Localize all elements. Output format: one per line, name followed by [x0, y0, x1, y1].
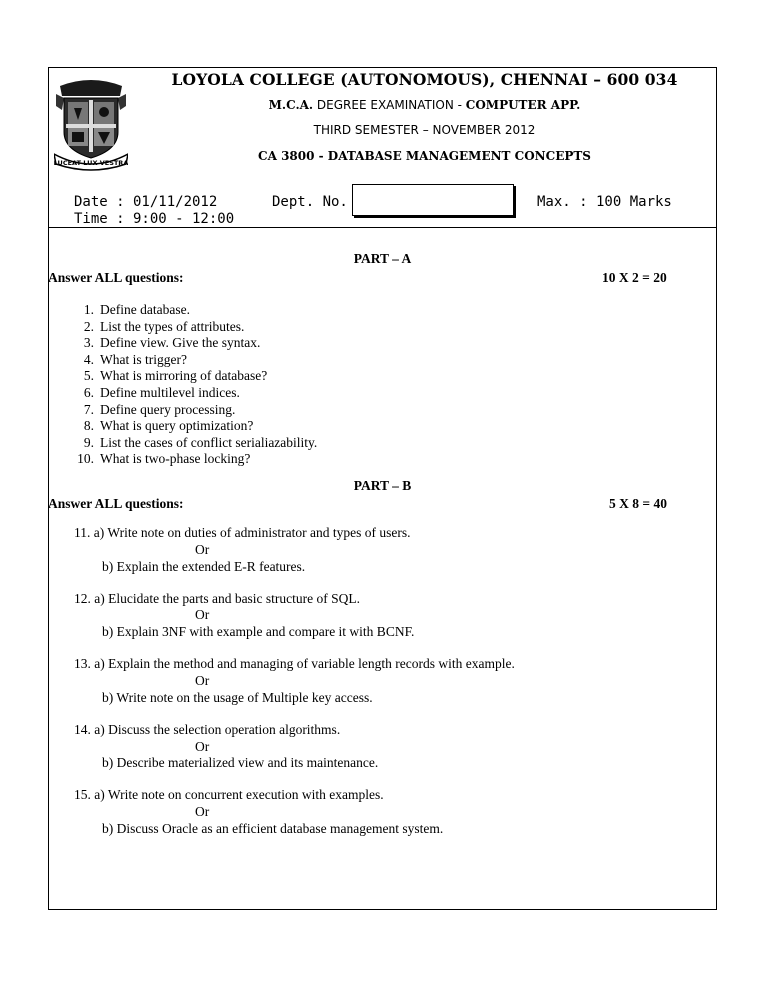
- question-number: 7.: [83, 401, 94, 417]
- question-option-b: b) Explain the extended E-R features.: [102, 558, 306, 574]
- part-b-title: PART – B: [353, 478, 412, 493]
- list-item: [74, 302, 317, 319]
- question-option-b: b) Explain 3NF with example and compare it with BCNF.: [102, 624, 415, 640]
- list-item: [74, 335, 317, 352]
- part-a-title: PART – A: [353, 251, 412, 266]
- question-text: What is query optimization?: [100, 418, 254, 434]
- question-number: 2.: [83, 318, 94, 334]
- degree-prefix: M.C.A.: [268, 98, 314, 112]
- question-text: What is mirroring of database?: [100, 368, 268, 384]
- question-number: 3.: [83, 335, 94, 351]
- question-number: 4.: [83, 351, 94, 367]
- list-item: [74, 787, 515, 837]
- question-number: 10.: [77, 451, 94, 467]
- dept-number-box[interactable]: [352, 184, 514, 216]
- question-option-b: b) Write note on the usage of Multiple key access.: [102, 689, 373, 705]
- question-number: 6.: [83, 384, 94, 400]
- semester-line: THIRD SEMESTER – NOVEMBER 2012: [313, 123, 536, 137]
- degree-line: [132, 98, 717, 112]
- question-option-a: 12. a) Elucidate the parts and basic structure of SQL.: [74, 590, 361, 606]
- question-text: List the types of attributes.: [100, 318, 245, 334]
- list-item: [74, 402, 317, 419]
- crest-motto: LUCEAT LUX VESTRA: [54, 159, 128, 167]
- list-item: [74, 722, 515, 772]
- list-item: [74, 591, 515, 641]
- exam-time: Time : 9:00 - 12:00: [74, 211, 235, 227]
- question-option-a: 11. a) Write note on duties of administrator and types of users.: [74, 525, 411, 540]
- question-text: Define query processing.: [100, 401, 236, 417]
- degree-middle: DEGREE EXAMINATION -: [313, 98, 466, 112]
- list-item: [74, 656, 515, 706]
- part-a-question-list: [74, 302, 317, 468]
- list-item: [74, 418, 317, 435]
- part-a-marks: 10 X 2 = 20: [602, 270, 667, 285]
- or-label: Or: [195, 672, 210, 688]
- question-number: 9.: [83, 434, 94, 450]
- question-text: Define database.: [100, 302, 190, 317]
- question-text: What is two-phase locking?: [100, 451, 251, 467]
- list-item: [74, 319, 317, 336]
- list-item: [74, 435, 317, 452]
- question-text: Define view. Give the syntax.: [100, 335, 261, 351]
- list-item: [74, 525, 515, 575]
- max-marks: Max. : 100 Marks: [537, 194, 672, 210]
- or-label: Or: [195, 607, 210, 623]
- college-crest-logo: [54, 76, 128, 172]
- degree-subject: COMPUTER APP.: [465, 98, 581, 112]
- question-option-a: 14. a) Discuss the selection operation algorithms.: [74, 721, 341, 737]
- course-title: CA 3800 - DATABASE MANAGEMENT CONCEPTS: [258, 149, 591, 163]
- part-b-marks: 5 X 8 = 40: [609, 496, 667, 511]
- question-option-a: 13. a) Explain the method and managing of variable length records with example.: [74, 656, 515, 672]
- part-a-instruction: Answer ALL questions:: [48, 270, 184, 285]
- question-option-a: 15. a) Write note on concurrent execution with examples.: [74, 787, 384, 803]
- part-b-question-list: [74, 525, 515, 853]
- or-label: Or: [195, 804, 210, 820]
- question-text: What is trigger?: [100, 351, 187, 367]
- question-text: Define multilevel indices.: [100, 384, 240, 400]
- exam-date: Date : 01/11/2012: [74, 194, 218, 210]
- or-label: Or: [195, 738, 210, 754]
- question-number: 8.: [83, 418, 94, 434]
- list-item: [74, 451, 317, 468]
- question-text: List the cases of conflict serialiazability.: [100, 434, 318, 450]
- or-label: Or: [195, 541, 210, 557]
- question-number: 1.: [83, 302, 94, 317]
- part-b-instruction: Answer ALL questions:: [48, 496, 184, 511]
- question-option-b: b) Discuss Oracle as an efficient database management system.: [102, 820, 444, 836]
- dept-label: Dept. No.: [272, 194, 348, 210]
- question-number: 5.: [83, 368, 94, 384]
- header-divider: [48, 227, 717, 228]
- list-item: [74, 352, 317, 369]
- college-name: LOYOLA COLLEGE (AUTONOMOUS), CHENNAI – 600 034: [171, 70, 678, 89]
- list-item: [74, 385, 317, 402]
- list-item: [74, 368, 317, 385]
- question-option-b: b) Describe materialized view and its maintenance.: [102, 755, 379, 771]
